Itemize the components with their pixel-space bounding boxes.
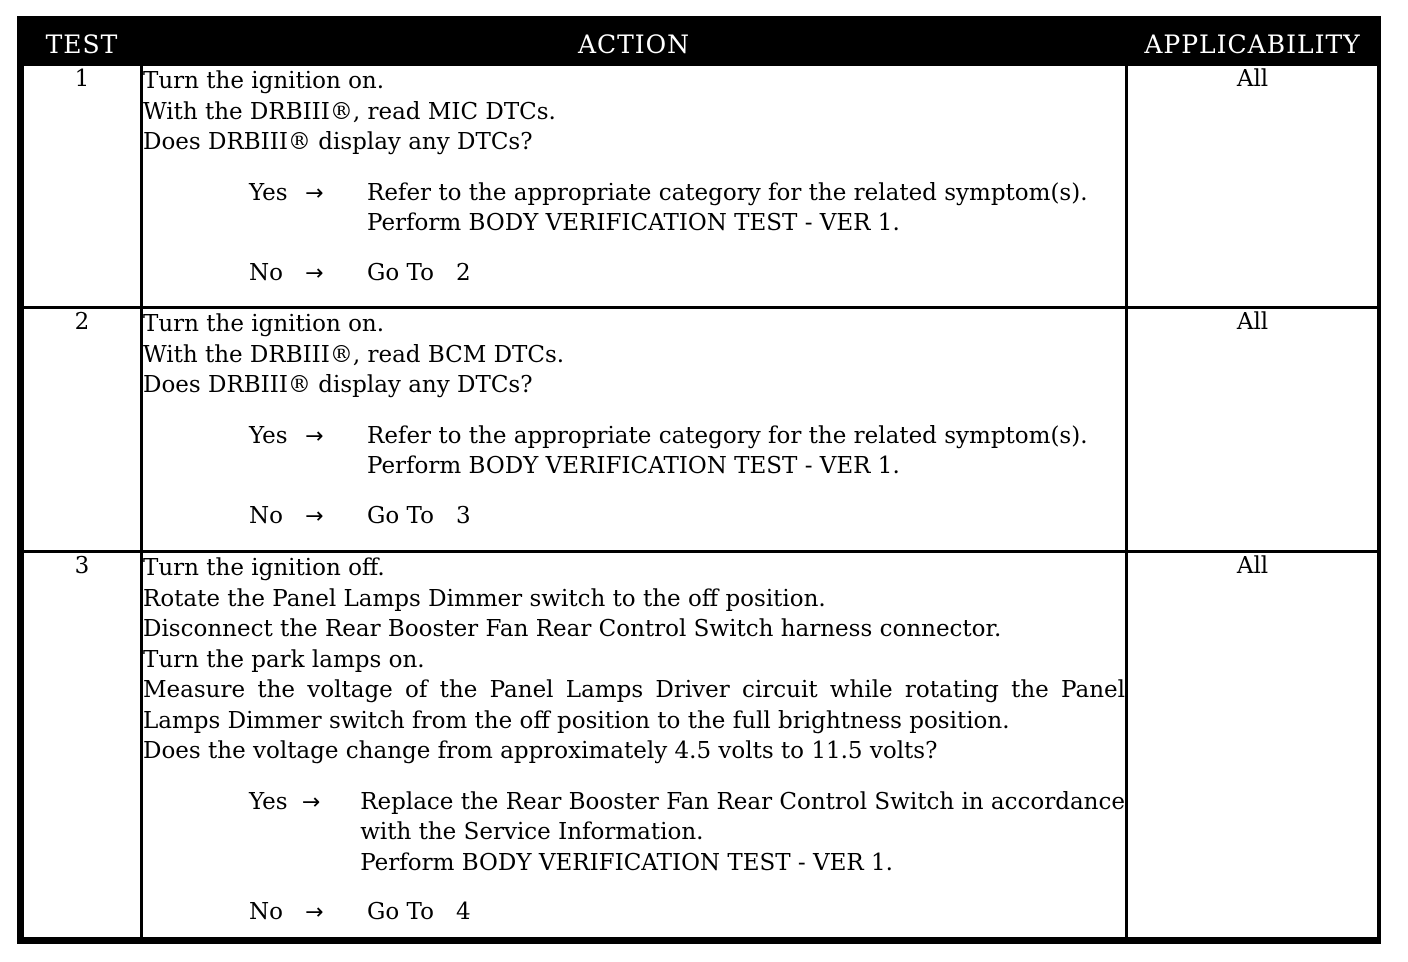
yes-result [367, 178, 1125, 239]
goto-label: Go To [367, 899, 434, 925]
yes-result-line: Perform BODY VERIFICATION TEST - VER 1. [367, 210, 900, 236]
action-step: Disconnect the Rear Booster Fan Rear Control Switch harness connector. [143, 616, 1002, 642]
goto-test-link[interactable]: 3 [455, 502, 471, 529]
arrow-right-icon: → [305, 260, 324, 286]
applicability-value: All [1127, 552, 1379, 939]
goto-label: Go To [367, 259, 434, 286]
action-step: Lamps Dimmer switch from the off position to the full brightness position. [143, 707, 1010, 734]
goto-test-link[interactable]: 4 [455, 899, 471, 925]
action-step: Does DRBIII® display any DTCs? [143, 129, 533, 155]
header-action: ACTION [142, 22, 1127, 65]
no-outcome [249, 501, 1125, 533]
action-step: Turn the ignition off. [143, 555, 385, 581]
goto-label: Go To [367, 502, 434, 529]
no-label: No [249, 259, 283, 286]
action-cell [142, 308, 1127, 552]
arrow-right-icon: → [305, 900, 324, 925]
applicability-value: All [1127, 308, 1379, 552]
table-row [23, 65, 1379, 308]
applicability-value: All [1127, 65, 1379, 308]
test-table-frame [17, 16, 1381, 944]
yes-outcome [249, 421, 1125, 482]
table-row [23, 308, 1379, 552]
arrow-right-icon: → [305, 423, 324, 449]
action-step: With the DRBIII®, read BCM DTCs. [143, 341, 565, 368]
yes-label: Yes [249, 179, 288, 206]
action-step: Does DRBIII® display any DTCs? [143, 372, 533, 398]
action-cell [142, 65, 1127, 308]
yes-result-line: Refer to the appropriate category for the related symptom(s). [367, 179, 1088, 206]
header-applicability: APPLICABILITY [1127, 22, 1379, 65]
action-step: Does the voltage change from approximately 4.5 volts to 11.5 volts? [143, 738, 938, 764]
action-step: With the DRBIII®, read MIC DTCs. [143, 98, 556, 125]
diagnostic-test-table [21, 20, 1380, 940]
goto-test-link[interactable]: 2 [455, 259, 471, 286]
no-result [367, 897, 1125, 929]
yes-result [367, 421, 1125, 482]
arrow-right-icon: → [305, 180, 324, 206]
arrow-right-icon: → [301, 789, 321, 815]
yes-outcome [249, 787, 1125, 879]
header-test: TEST [23, 22, 142, 65]
yes-result-line: with the Service Information. [360, 819, 704, 845]
action-step: Measure the voltage of the Panel Lamps Driver circuit while rotating the Panel [143, 677, 1125, 703]
test-number: 3 [23, 552, 142, 939]
test-number: 2 [23, 308, 142, 552]
action-step: Turn the ignition on. [143, 311, 385, 337]
yes-result-line: Perform BODY VERIFICATION TEST - VER 1. [360, 849, 893, 876]
arrow-right-icon: → [305, 503, 324, 529]
action-step: Rotate the Panel Lamps Dimmer switch to the off position. [143, 585, 826, 612]
yes-outcome [249, 178, 1125, 239]
no-result [367, 258, 1125, 290]
table-header-row [23, 22, 1379, 65]
action-cell [142, 552, 1127, 939]
yes-result-line: Replace the Rear Booster Fan Rear Control Switch in accordance [360, 788, 1125, 815]
yes-result-line: Refer to the appropriate category for the related symptom(s). [367, 422, 1088, 449]
yes-result [360, 787, 1125, 879]
no-label: No [249, 899, 283, 925]
test-number: 1 [23, 65, 142, 308]
no-outcome [249, 897, 1125, 929]
no-result [367, 501, 1125, 533]
yes-label: Yes [249, 422, 288, 449]
no-outcome [249, 258, 1125, 290]
no-label: No [249, 502, 283, 529]
yes-result-line: Perform BODY VERIFICATION TEST - VER 1. [367, 453, 900, 479]
action-step: Turn the park lamps on. [143, 646, 425, 673]
yes-label: Yes [249, 788, 288, 815]
action-step: Turn the ignition on. [143, 68, 385, 94]
table-row [23, 552, 1379, 939]
